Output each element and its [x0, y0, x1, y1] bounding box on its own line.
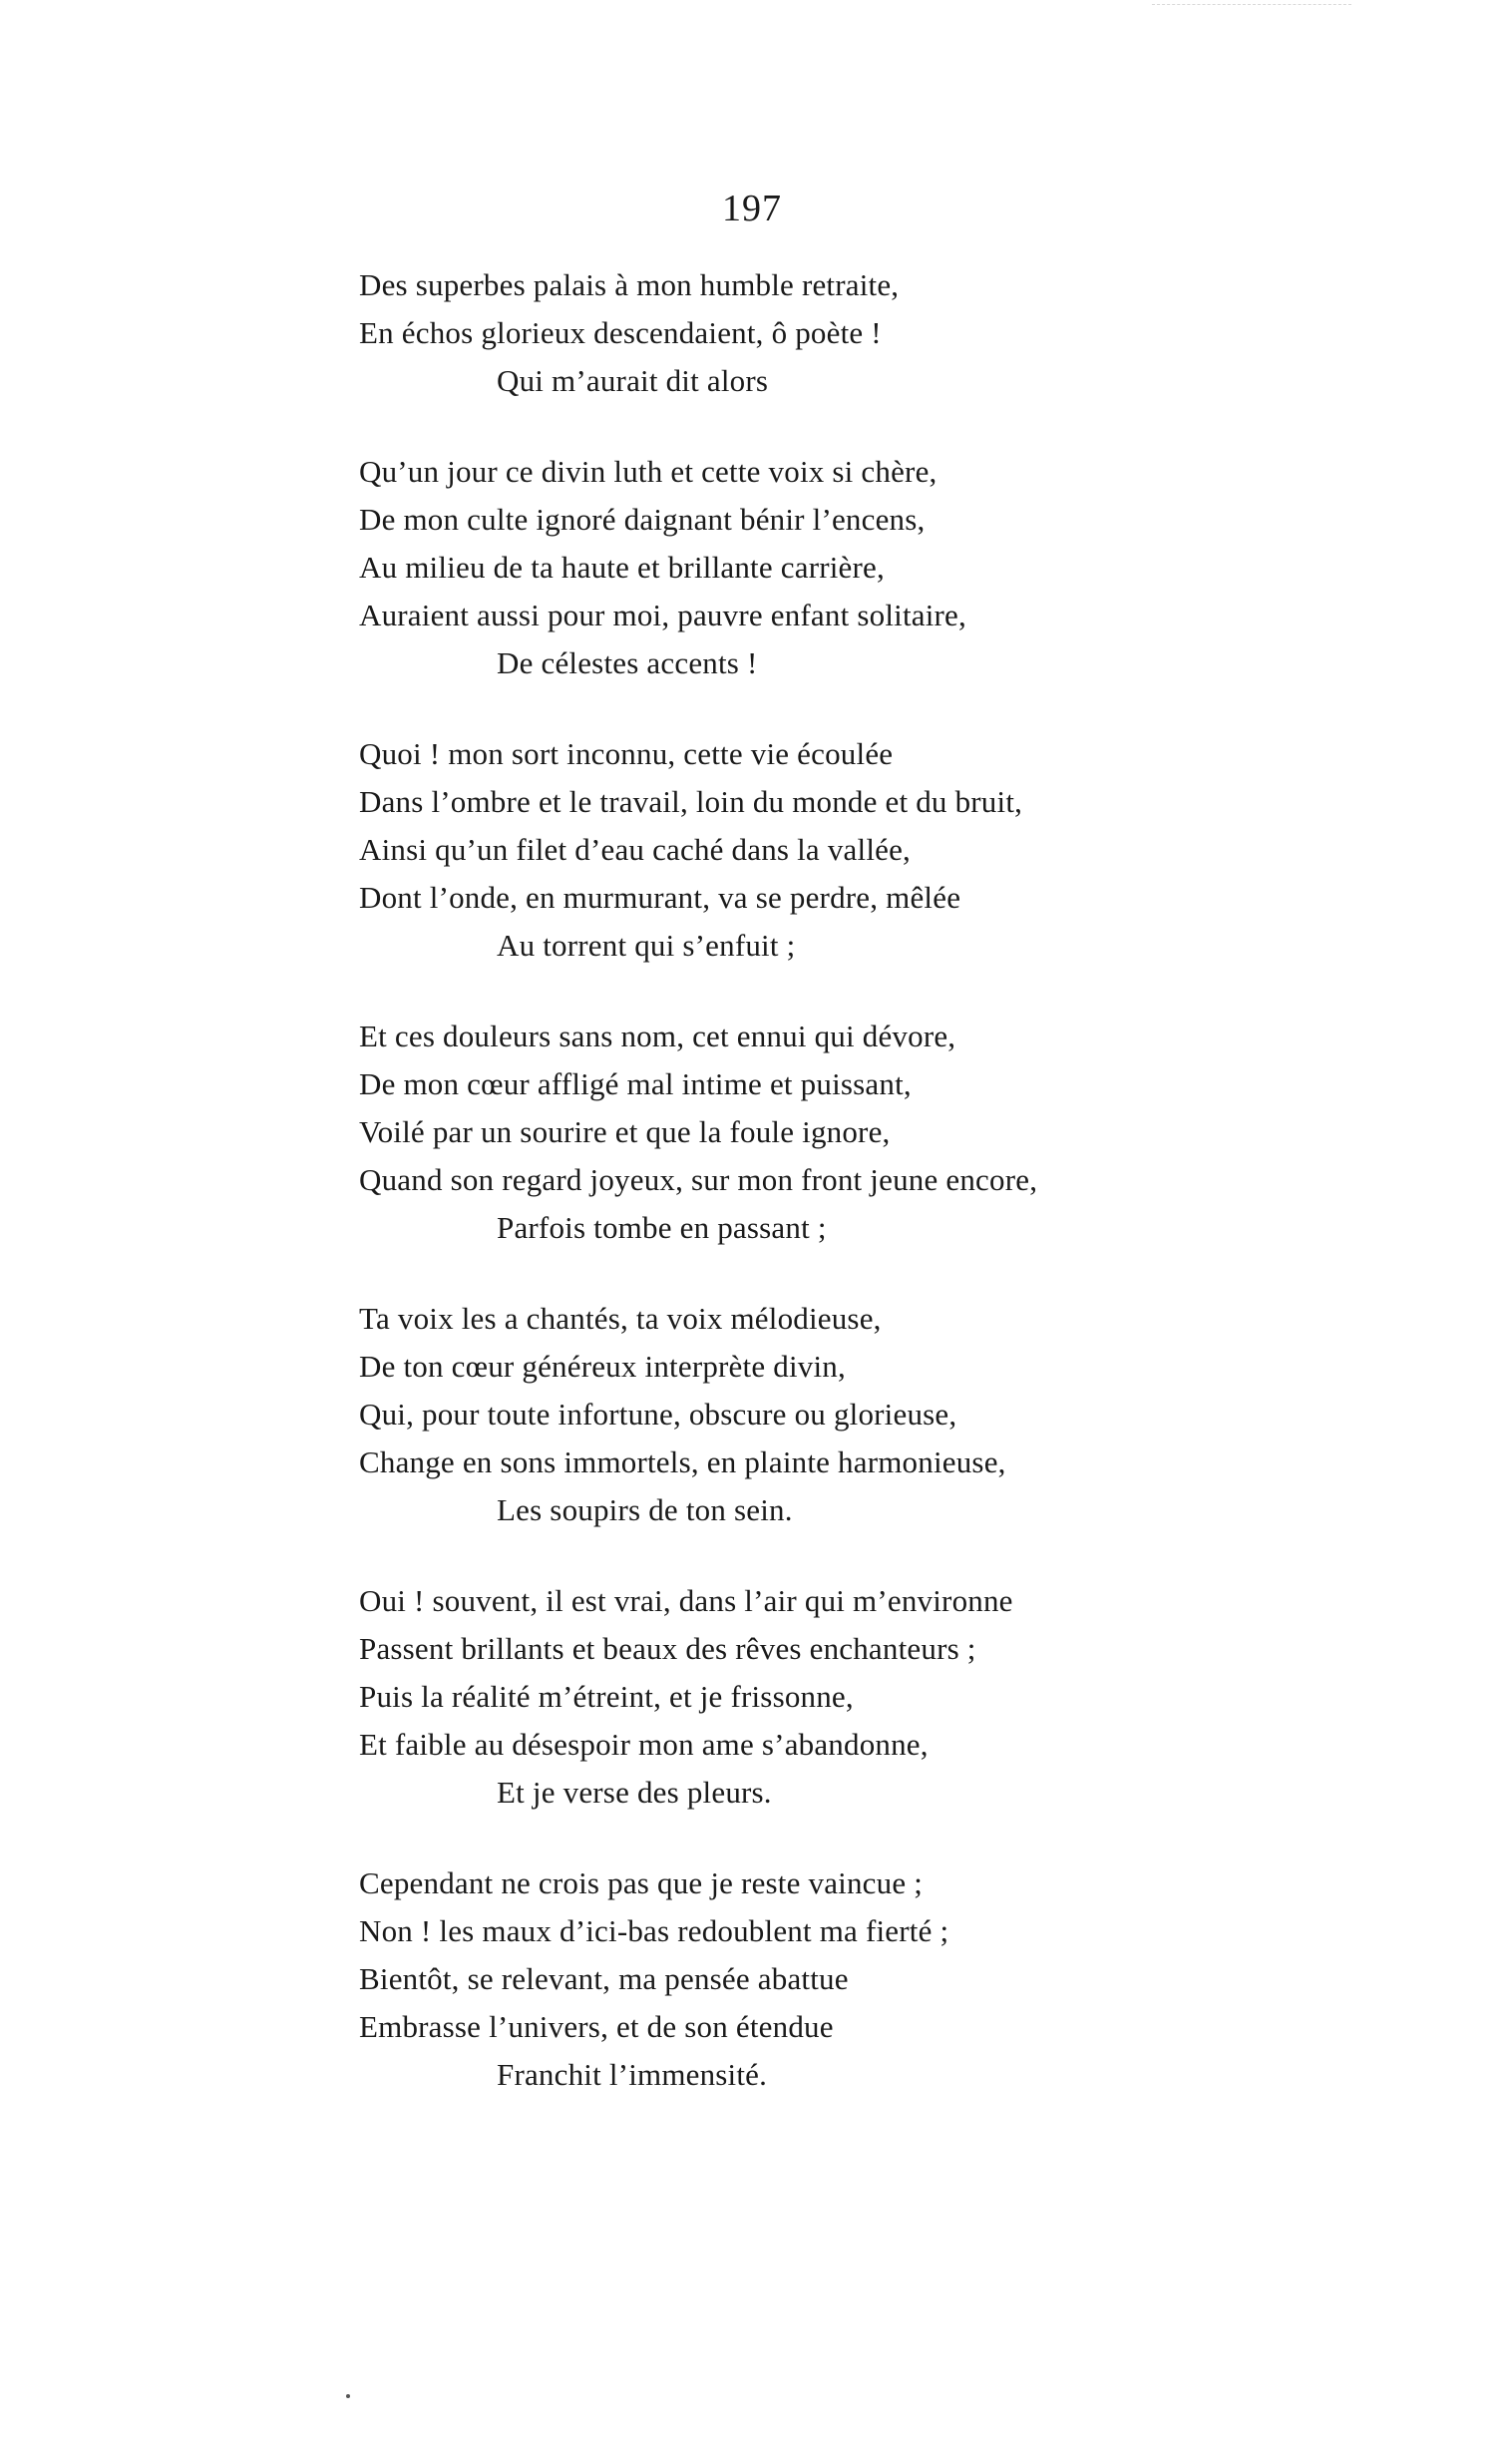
- verse-line: De ton cœur généreux interprète divin,: [359, 1349, 846, 1384]
- verse-line: Dans l’ombre et le travail, loin du monde et du bruit,: [359, 784, 1023, 819]
- scan-speck: [346, 2394, 350, 2398]
- verse-line: Qui m’aurait dit alors: [497, 363, 769, 398]
- verse-line: Au torrent qui s’enfuit ;: [497, 928, 796, 963]
- verse-line: Franchit l’immensité.: [497, 2057, 768, 2092]
- verse-line: Oui ! souvent, il est vrai, dans l’air qui m’environne: [359, 1583, 1013, 1618]
- verse-line: Passent brillants et beaux des rêves enchanteurs ;: [359, 1631, 976, 1666]
- verse-line: Embrasse l’univers, et de son étendue: [359, 2009, 834, 2044]
- verse-line: De mon culte ignoré daignant bénir l’encens,: [359, 502, 926, 537]
- stanza: [359, 1577, 1436, 1817]
- verse-line: Au milieu de ta haute et brillante carrière,: [359, 550, 885, 585]
- verse-line: En échos glorieux descendaient, ô poète !: [359, 315, 882, 350]
- verse-line: Et faible au désespoir mon ame s’abandonne,: [359, 1727, 929, 1762]
- verse-line: De célestes accents !: [497, 645, 758, 680]
- stanza: [359, 1295, 1436, 1534]
- verse-line: Quoi ! mon sort inconnu, cette vie écoulée: [359, 736, 894, 771]
- verse-line: Et je verse des pleurs.: [497, 1775, 772, 1810]
- verse-line: Les soupirs de ton sein.: [497, 1492, 793, 1527]
- verse-line: Parfois tombe en passant ;: [497, 1210, 827, 1245]
- stanza: [359, 1013, 1436, 1252]
- stanza: [359, 448, 1436, 687]
- page-number: 197: [722, 188, 782, 229]
- verse-line: Ta voix les a chantés, ta voix mélodieuse,: [359, 1301, 882, 1336]
- stanza: [359, 261, 1436, 405]
- verse-line: Voilé par un sourire et que la foule ignore,: [359, 1114, 891, 1149]
- verse-line: Quand son regard joyeux, sur mon front jeune encore,: [359, 1162, 1038, 1197]
- verse-line: Ainsi qu’un filet d’eau caché dans la vallée,: [359, 832, 911, 867]
- verse-line: Qui, pour toute infortune, obscure ou glorieuse,: [359, 1397, 957, 1432]
- verse-line: Change en sons immortels, en plainte harmonieuse,: [359, 1444, 1006, 1479]
- verse-line: Et ces douleurs sans nom, cet ennui qui dévore,: [359, 1019, 956, 1053]
- stanza: [359, 730, 1436, 970]
- scan-edge-marks: [1152, 4, 1351, 7]
- verse-line: Non ! les maux d’ici-bas redoublent ma fierté ;: [359, 1913, 949, 1948]
- poem-body: [359, 261, 1436, 2142]
- verse-line: Cependant ne crois pas que je reste vaincue ;: [359, 1865, 924, 1900]
- stanza: [359, 1859, 1436, 2099]
- verse-line: Auraient aussi pour moi, pauvre enfant solitaire,: [359, 598, 966, 632]
- verse-line: Puis la réalité m’étreint, et je frissonne,: [359, 1679, 854, 1714]
- verse-line: Dont l’onde, en murmurant, va se perdre, mêlée: [359, 880, 961, 915]
- verse-line: Des superbes palais à mon humble retraite,: [359, 267, 900, 302]
- verse-line: Qu’un jour ce divin luth et cette voix si chère,: [359, 454, 938, 489]
- verse-line: De mon cœur affligé mal intime et puissant,: [359, 1066, 912, 1101]
- verse-line: Bientôt, se relevant, ma pensée abattue: [359, 1961, 849, 1996]
